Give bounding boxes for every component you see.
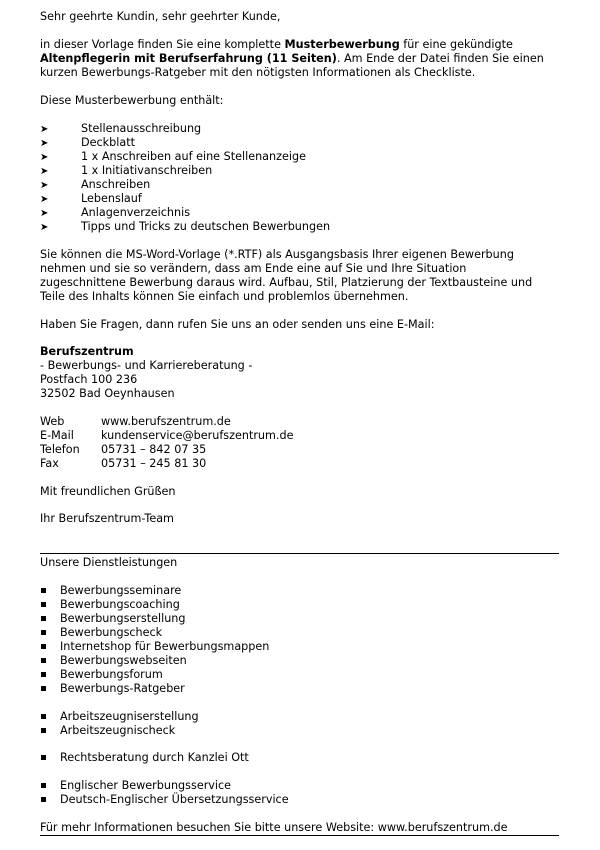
- arrow-bullet-icon: ➤: [40, 222, 49, 233]
- company-street: Postfach 100 236: [40, 373, 138, 386]
- square-bullet-icon: [41, 588, 46, 593]
- contact-label: Web: [40, 415, 65, 428]
- arrow-bullet-icon: ➤: [40, 208, 49, 219]
- list-item-label: Bewerbungserstellung: [60, 612, 186, 625]
- contact-label: Telefon: [40, 443, 80, 456]
- company-city: 32502 Bad Oeynhausen: [40, 387, 175, 400]
- list-item: [40, 751, 249, 765]
- contains-heading: Diese Musterbewerbung enthält:: [40, 94, 224, 107]
- usage-line-3: zugeschnittene Bewerbung daraus wird. Aufbau, Stil, Platzierung der Textbausteine und: [40, 276, 533, 289]
- list-item-label: Arbeitszeugnischeck: [60, 724, 176, 737]
- questions-text: Haben Sie Fragen, dann rufen Sie uns an oder senden uns eine E-Mail:: [40, 318, 435, 331]
- square-bullet-icon: [41, 755, 46, 760]
- square-bullet-icon: [41, 686, 46, 691]
- list-item: [40, 626, 163, 640]
- arrow-bullet-icon: ➤: [40, 124, 49, 135]
- phone-value: 05731 – 842 07 35: [101, 443, 207, 456]
- email-link[interactable]: kundenservice@berufszentrum.de: [101, 429, 294, 442]
- list-item: [40, 598, 180, 612]
- company-name-text: Berufszentrum: [40, 345, 134, 358]
- signature: Ihr Berufszentrum-Team: [40, 512, 174, 525]
- closing: Mit freundlichen Grüßen: [40, 485, 176, 498]
- list-item: [40, 682, 185, 696]
- footer-divider: [40, 835, 559, 836]
- divider: [40, 553, 559, 554]
- list-item-label: Tipps und Tricks zu deutschen Bewerbungen: [81, 220, 331, 233]
- intro-bold: Altenpflegerin mit Berufserfahrung (11 Seiten): [40, 52, 337, 65]
- list-item: [40, 192, 142, 207]
- contact-label: E-Mail: [40, 429, 74, 442]
- contact-label: Fax: [40, 457, 59, 470]
- list-item: [40, 793, 289, 807]
- list-item: [40, 220, 331, 235]
- arrow-bullet-icon: ➤: [40, 152, 49, 163]
- list-item-label: Rechtsberatung durch Kanzlei Ott: [60, 751, 249, 764]
- intro-line-3: kurzen Bewerbungs-Ratgeber mit den nötigsten Informationen als Checkliste.: [40, 66, 476, 79]
- list-item: [40, 654, 187, 668]
- intro-text: in dieser Vorlage finden Sie eine komplette: [40, 38, 285, 51]
- list-item: [40, 150, 306, 165]
- list-item-label: 1 x Initiativanschreiben: [81, 164, 213, 177]
- usage-line-2: nehmen und sie so verändern, dass am Ende eine auf Sie und Ihre Situation: [40, 262, 467, 275]
- company-tagline: - Bewerbungs- und Karriereberatung -: [40, 359, 253, 372]
- fax-value: 05731 – 245 81 30: [101, 457, 207, 470]
- list-item-label: Anlagenverzeichnis: [81, 206, 191, 219]
- list-item: [40, 164, 213, 179]
- list-item-label: Bewerbungscheck: [60, 626, 163, 639]
- list-item-label: Lebenslauf: [81, 192, 142, 205]
- list-item-label: Bewerbungsseminare: [60, 584, 182, 597]
- list-item: [40, 178, 151, 193]
- list-item-label: Bewerbungscoaching: [60, 598, 180, 611]
- services-heading: Unsere Dienstleistungen: [40, 556, 178, 569]
- square-bullet-icon: [41, 714, 46, 719]
- intro-text: . Am Ende der Datei finden Sie einen: [336, 52, 544, 65]
- list-item-label: Anschreiben: [81, 178, 151, 191]
- arrow-bullet-icon: ➤: [40, 180, 49, 191]
- arrow-bullet-icon: ➤: [40, 138, 49, 149]
- square-bullet-icon: [41, 658, 46, 663]
- square-bullet-icon: [41, 644, 46, 649]
- intro-bold: Musterbewerbung: [284, 38, 400, 51]
- list-item-label: Stellenausschreibung: [81, 122, 202, 135]
- greeting: Sehr geehrte Kundin, sehr geehrter Kunde,: [40, 10, 281, 23]
- list-item: [40, 136, 135, 151]
- square-bullet-icon: [41, 672, 46, 677]
- web-link[interactable]: www.berufszentrum.de: [101, 415, 231, 428]
- list-item-label: Deutsch-Englischer Übersetzungsservice: [60, 793, 289, 806]
- list-item: [40, 710, 199, 724]
- list-item-label: Internetshop für Bewerbungsmappen: [60, 640, 270, 653]
- usage-line-1: Sie können die MS-Word-Vorlage (*.RTF) als Ausgangsbasis Ihrer eigenen Bewerbung: [40, 248, 514, 261]
- list-item-label: 1 x Anschreiben auf eine Stellenanzeige: [81, 150, 306, 163]
- list-item-label: Bewerbungswebseiten: [60, 654, 187, 667]
- usage-line-4: Teile des Inhalts können Sie einfach und problemlos übernehmen.: [40, 290, 409, 303]
- arrow-bullet-icon: ➤: [40, 166, 49, 177]
- list-item: [40, 724, 176, 738]
- list-item: [40, 612, 186, 626]
- square-bullet-icon: [41, 728, 46, 733]
- square-bullet-icon: [41, 783, 46, 788]
- list-item-label: Deckblatt: [81, 136, 135, 149]
- list-item: [40, 640, 270, 654]
- intro-line-1: [40, 38, 513, 52]
- list-item-label: Bewerbungsforum: [60, 668, 163, 681]
- list-item: [40, 584, 182, 598]
- square-bullet-icon: [41, 630, 46, 635]
- intro-line-2: [40, 52, 544, 66]
- list-item: [40, 206, 191, 221]
- company-name: [40, 345, 134, 359]
- square-bullet-icon: [41, 797, 46, 802]
- list-item-label: Englischer Bewerbungsservice: [60, 779, 232, 792]
- footer-text: Für mehr Informationen besuchen Sie bitte unsere Website: www.berufszentrum.de: [40, 821, 508, 834]
- list-item: [40, 122, 202, 137]
- square-bullet-icon: [41, 616, 46, 621]
- arrow-bullet-icon: ➤: [40, 194, 49, 205]
- list-item: [40, 779, 232, 793]
- list-item: [40, 668, 163, 682]
- intro-text: für eine gekündigte: [399, 38, 513, 51]
- list-item-label: Bewerbungs-Ratgeber: [60, 682, 185, 695]
- list-item-label: Arbeitszeugniserstellung: [60, 710, 199, 723]
- square-bullet-icon: [41, 602, 46, 607]
